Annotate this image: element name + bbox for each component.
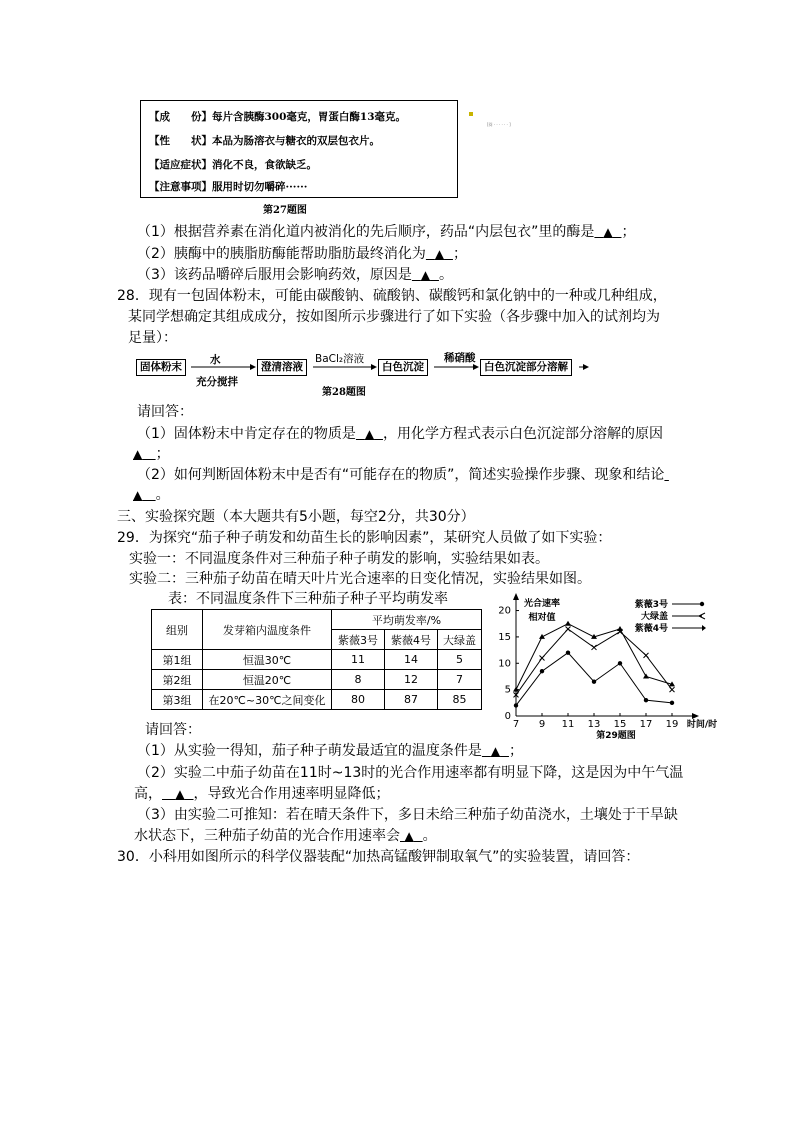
q29-3a: （3）由实验二可推知：若在晴天条件下，多日未给三种茄子幼苗浇水，土壤处于干旱缺 (137, 807, 678, 823)
y-tick-label: 0 (504, 711, 511, 722)
y-tick-label: 5 (504, 684, 511, 696)
box-line-properties: 【性 状】本品为肠溶衣与糖衣的双层包衣片。 (149, 135, 380, 147)
q29-1: （1）从实验一得知，茄子种子萌发最适宜的温度条件是 ▲ ； (137, 743, 523, 759)
th-condition: 发芽箱内温度条件 (203, 610, 332, 650)
x-axis-arrow (692, 713, 699, 719)
cell-value: 87 (385, 690, 438, 710)
cell-group: 第3组 (152, 690, 203, 710)
cell-cond: 恒温30℃ (203, 650, 332, 670)
th-rate: 平均萌发率/% (332, 610, 482, 630)
q29-line1: 29．为探究“茄子种子萌发和幼苗生长的影响因素”，某研究人员做了如下实验： (117, 530, 612, 546)
x-axis-label: 时间/时 (686, 720, 718, 730)
q28-line2: 某同学想确定其组成成分，按如图所示步骤进行了如下实验（各步骤中加入的试剂均为 (128, 309, 660, 325)
cell-value: 12 (385, 670, 438, 690)
q29-2a: （2）实验二中茄子幼苗在11时~13时的光合作用速率都有明显下降，这是因为中午气温 (137, 765, 684, 781)
cell-value: 85 (438, 690, 482, 710)
x-tick-label: 7 (512, 719, 520, 730)
point-triangle (565, 621, 571, 626)
point-dot (592, 680, 596, 684)
x-tick-label: 19 (665, 719, 679, 730)
q29-3b: 水状态下，三种茄子幼苗的光合作用速率会 ▲ 。 (134, 828, 437, 844)
flow-step1-top: 水 (210, 354, 221, 366)
q27-3: （3）该药品嚼碎后服用会影响药效，原因是 ▲ 。 (137, 267, 453, 283)
legend-label: 紫薇4号 (634, 624, 668, 634)
q28-2-cont: ▲ 。 (133, 487, 170, 503)
q29-line-chart (490, 592, 730, 742)
q28-2: （2）如何判断固体粉末中是否有“可能存在的物质”，简述实验操作步骤、现象和结论 (137, 467, 665, 483)
th-variety: 紫薇4号 (385, 630, 438, 650)
y-axis-label-2: 相对值 (528, 613, 556, 623)
table-row (152, 670, 482, 690)
point-triangle (617, 626, 623, 631)
flow-arrows (0, 0, 794, 400)
cell-value: 8 (332, 670, 385, 690)
q30-line1: 30．小科用如图所示的科学仪器装配“加热高锰酸钾制取氧气”的实验装置，请回答： (117, 849, 640, 865)
q27-1: （1）根据营养素在消化道内被消化的先后顺序，药品“内层包衣”里的酶是 ▲ ； (137, 224, 636, 240)
x-tick-label: 9 (538, 719, 546, 730)
point-dot (670, 701, 674, 705)
legend-label: 紫薇3号 (634, 600, 668, 610)
box-line-notes: 【注意事项】服用时切勿嚼碎······ (149, 181, 308, 193)
cell-group: 第1组 (152, 650, 203, 670)
q29-ask: 请回答： (145, 722, 201, 738)
q29-exp2: 实验二：三种茄子幼苗在晴天叶片光合速率的日变化情况，实验结果如图。 (129, 571, 591, 587)
point-x (566, 627, 571, 632)
box-line-ingredients: 【成 份】每片含胰酶300毫克，胃蛋白酶13毫克。 (149, 111, 407, 123)
legend-label: 大绿盖 (640, 612, 668, 622)
q28-line1: 28．现有一包固体粉末，可能由碳酸钠、硫酸钠、碳酸钙和氯化钠中的一种或几种组成， (117, 288, 667, 304)
q29-table-title: 表：不同温度条件下三种茄子种子平均萌发率 (168, 591, 448, 607)
table-row (152, 650, 482, 670)
q29-table (151, 609, 482, 710)
point-triangle (643, 673, 649, 678)
series-line-0 (516, 653, 672, 706)
cell-group: 第2组 (152, 670, 203, 690)
flow-box-solution: 澄清溶液 (257, 359, 307, 376)
y-axis-label-1: 光合速率 (523, 599, 561, 609)
cell-cond: 在20℃~30℃之间变化 (203, 690, 332, 710)
y-tick-label: 20 (498, 605, 511, 617)
fig29-caption: 第29题图 (596, 731, 636, 741)
q28-1-cont: ▲ ； (133, 446, 170, 462)
legend-triangle (702, 625, 706, 631)
cell-value: 5 (438, 650, 482, 670)
y-tick-label: 15 (498, 631, 511, 643)
q28-line3: 足量）： (128, 330, 177, 346)
box-line-indications: 【适应症状】消化不良，食欲缺乏。 (149, 159, 317, 171)
flow-box-dissolve: 白色沉淀部分溶解 (480, 359, 572, 376)
point-triangle (513, 687, 519, 692)
flow-step1-bottom: 充分搅拌 (196, 376, 238, 388)
table-row (152, 690, 482, 710)
cell-value: 14 (385, 650, 438, 670)
q27-2: （2）胰酶中的胰脂肪酶能帮助脂肪最终消化为 ▲ ； (137, 246, 467, 262)
point-x (644, 653, 649, 658)
x-tick-label: 15 (613, 719, 627, 730)
fig27-caption: 第27题图 (263, 205, 307, 216)
q28-ask: 请回答： (137, 404, 193, 420)
flow-step2-top: BaCl₂溶液 (315, 353, 365, 365)
section3-title: 三、实验探究题（本大题共有5小题，每空2分，共30分） (117, 509, 475, 525)
cell-value: 11 (332, 650, 385, 670)
point-dot (540, 669, 544, 673)
cell-value: 80 (332, 690, 385, 710)
x-tick-label: 11 (561, 719, 575, 730)
point-x (540, 656, 545, 661)
point-dot (566, 651, 570, 655)
x-tick-label: 17 (639, 719, 653, 730)
fig28-caption: 第28题图 (322, 387, 366, 398)
cell-value: 7 (438, 670, 482, 690)
cell-cond: 恒温20℃ (203, 670, 332, 690)
q29-exp1: 实验一：不同温度条件对三种茄子种子萌发的影响，实验结果如表。 (129, 551, 549, 567)
flow-box-precipitate: 白色沉淀 (378, 359, 428, 376)
point-dot (644, 698, 648, 702)
flow-box-solid: 固体粉末 (136, 359, 186, 376)
th-variety: 紫薇3号 (332, 630, 385, 650)
y-tick-label: 10 (498, 658, 511, 670)
th-variety: 大绿盖 (438, 630, 482, 650)
q29-2b: 高， ▲ ，导致光合作用速率明显降低； (134, 786, 390, 802)
y-axis-arrow (513, 593, 519, 600)
flow-step3-top: 稀硝酸 (444, 352, 476, 364)
th-group: 组别 (152, 610, 203, 650)
x-tick-label: 13 (587, 719, 601, 730)
legend-dot (700, 602, 704, 606)
point-x (670, 687, 675, 692)
point-triangle (539, 634, 545, 639)
point-dot (618, 661, 622, 665)
stray-mark: [阅 · · · · · · ] (487, 122, 511, 127)
point-dot (514, 703, 518, 707)
q28-1: （1）固体粉末中肯定存在的物质是 ▲ ，用化学方程式表示白色沉淀部分溶解的原因 (137, 426, 663, 442)
point-x (592, 645, 597, 650)
